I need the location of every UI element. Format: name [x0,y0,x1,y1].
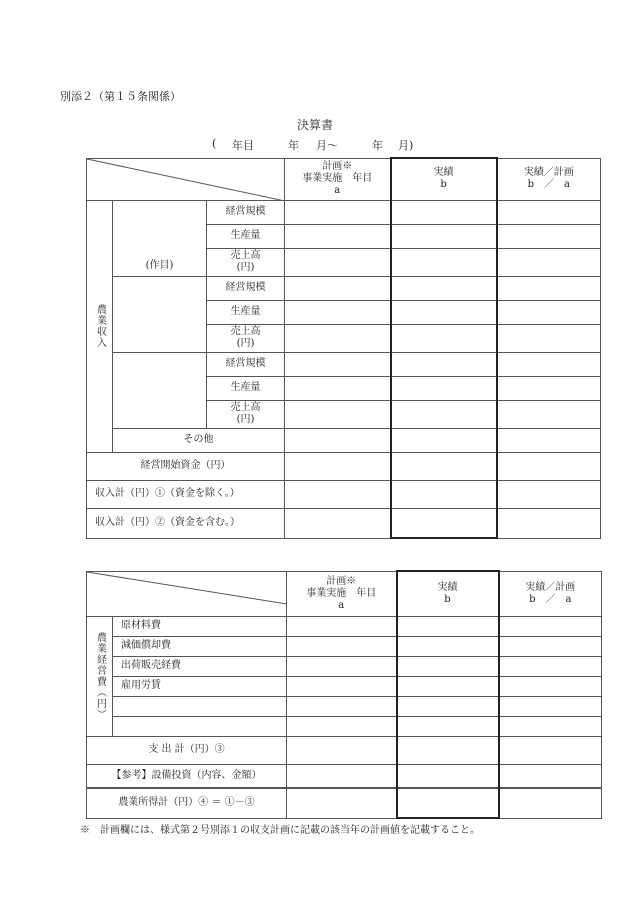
input-cell[interactable] [285,508,391,538]
input-cell[interactable] [497,324,601,352]
actual-column-header [397,571,499,616]
input-cell[interactable] [287,736,397,764]
input-cell[interactable] [497,200,601,224]
actual-column-header [391,158,497,200]
input-cell[interactable] [499,636,602,656]
input-cell[interactable] [287,636,397,656]
input-cell[interactable] [497,300,601,324]
input-cell[interactable] [499,716,602,736]
attachment-label: 別添２（第１５条関係） [60,90,181,103]
actual-header-line2: b [444,593,451,605]
input-cell[interactable] [391,224,497,248]
income-category-label: 農業収入 [94,304,106,348]
diagonal-line [87,572,287,617]
input-cell[interactable] [287,788,397,818]
footnote: ※ 計画欄には、様式第２号別添１の収支計画に記載の該当年の計画値を記載すること。 [80,825,480,836]
input-cell[interactable] [391,480,497,508]
input-cell[interactable] [397,696,499,716]
input-cell[interactable] [391,248,497,276]
input-cell[interactable] [497,452,601,480]
header-diagonal-cell [87,571,287,616]
input-cell[interactable] [397,636,499,656]
expense-item: 雇用労賃 [113,676,287,696]
input-cell[interactable] [497,400,601,428]
period-to-year: 年 [372,139,383,152]
input-cell[interactable] [499,616,602,636]
plan-header-line2: 事業実施 年目 [306,587,377,599]
income-category-cell [87,200,113,452]
reference-label: 【参考】設備投資（内容、金額） [87,764,287,788]
expense-item: 原材料費 [113,616,287,636]
period-open: ( [212,137,217,150]
input-cell[interactable] [287,696,397,716]
item-sales-1 [207,248,285,276]
input-cell[interactable] [397,616,499,636]
plan-header-line1: 計画※ [322,161,353,172]
input-cell[interactable] [497,428,601,452]
item-sales-3 [207,400,285,428]
input-cell[interactable] [285,200,391,224]
diagonal-line [87,159,285,201]
page-title: 決算書 [296,118,333,132]
total-excl-label: 収入計（円）①（資金を除く。） [87,480,285,508]
input-cell[interactable] [497,508,601,538]
input-cell[interactable] [285,324,391,352]
plan-column-header [287,571,397,616]
period-year-count: 年目 [232,139,254,152]
period-from-month: 月～ [316,139,338,152]
input-cell[interactable] [285,452,391,480]
input-cell[interactable] [285,248,391,276]
input-cell[interactable] [391,400,497,428]
input-cell[interactable] [499,788,602,818]
input-cell[interactable] [499,696,602,716]
actual-header-line1: 実績 [433,167,454,179]
input-cell[interactable] [397,676,499,696]
expense-item [113,716,287,736]
crop-label: (作目) [145,259,174,271]
period-to-month: 月) [398,139,414,152]
sales-line1: 売上高 [230,250,261,261]
total-incl-label: 収入計（円）②（資金を含む。） [87,508,285,538]
sales-line2: (円) [236,338,255,349]
income-total-label: 農業所得計（円）④ ＝ ①－③ [87,788,287,818]
startup-funds-label: 経営開始資金（円） [87,452,285,480]
plan-header-line3: a [338,599,345,611]
input-cell[interactable] [285,480,391,508]
input-cell[interactable] [497,248,601,276]
item-sales-2 [207,324,285,352]
input-cell[interactable] [397,716,499,736]
ratio-header-line1: 実績／計画 [523,167,574,178]
input-cell[interactable] [285,300,391,324]
input-cell[interactable] [499,676,602,696]
input-cell[interactable] [285,352,391,376]
input-cell[interactable] [497,480,601,508]
input-cell[interactable] [391,300,497,324]
input-cell[interactable] [397,788,499,818]
crop-cell-2 [113,276,207,352]
input-cell[interactable] [397,656,499,676]
ratio-column-header [497,158,601,200]
input-cell[interactable] [391,508,497,538]
item-production-3: 生産量 [207,376,285,400]
sales-line2: (円) [236,262,255,273]
input-cell[interactable] [497,224,601,248]
plan-header-line1: 計画※ [326,575,357,587]
sales-line1: 売上高 [230,326,261,337]
ratio-header-line1: 実績／計画 [525,581,576,593]
input-cell[interactable] [391,452,497,480]
input-cell[interactable] [287,656,397,676]
input-cell[interactable] [391,376,497,400]
crop-cell-3 [113,352,207,428]
expense-total-label: 支 出 計（円）③ [87,736,287,764]
input-cell[interactable] [287,616,397,636]
sales-line2: (円) [236,414,255,425]
expense-item [113,696,287,716]
ratio-column-header [499,571,602,616]
ratio-header-line2: b ／ a [527,179,570,190]
input-cell[interactable] [287,764,397,788]
input-cell[interactable] [287,716,397,736]
expense-table [86,570,602,819]
item-scale-3: 経営規模 [207,352,285,376]
plan-column-header [285,158,391,200]
input-cell[interactable] [285,276,391,300]
actual-header-line2: b [440,179,447,191]
period-from-year: 年 [288,139,299,152]
input-cell[interactable] [285,376,391,400]
item-scale-2: 経営規模 [207,276,285,300]
ratio-header-line2: b ／ a [529,593,572,605]
income-table [86,157,601,539]
input-cell[interactable] [391,352,497,376]
input-cell[interactable] [285,428,391,452]
input-cell[interactable] [397,764,499,788]
input-cell[interactable] [391,276,497,300]
input-cell[interactable] [497,352,601,376]
other-label: その他 [113,428,285,452]
plan-header-line3: a [334,185,341,196]
header-diagonal-cell [87,158,285,200]
expense-category-cell [87,616,113,736]
crop-cell-1 [113,200,207,276]
input-cell[interactable] [499,736,602,764]
input-cell[interactable] [499,656,602,676]
expense-item: 出荷販売経費 [113,656,287,676]
input-cell[interactable] [497,276,601,300]
input-cell[interactable] [497,376,601,400]
expense-item: 減価償却費 [113,636,287,656]
input-cell[interactable] [499,764,602,788]
input-cell[interactable] [285,224,391,248]
expense-category-label: 農業経営費（円） [94,632,106,720]
input-cell[interactable] [391,428,497,452]
input-cell[interactable] [285,400,391,428]
input-cell[interactable] [287,676,397,696]
item-scale-1: 経営規模 [207,200,285,224]
sales-line1: 売上高 [230,402,261,413]
input-cell[interactable] [391,200,497,224]
item-production-1: 生産量 [207,224,285,248]
input-cell[interactable] [397,736,499,764]
actual-header-line1: 実績 [437,581,458,593]
item-production-2: 生産量 [207,300,285,324]
plan-header-line2: 事業実施 年目 [302,173,373,184]
input-cell[interactable] [391,324,497,352]
